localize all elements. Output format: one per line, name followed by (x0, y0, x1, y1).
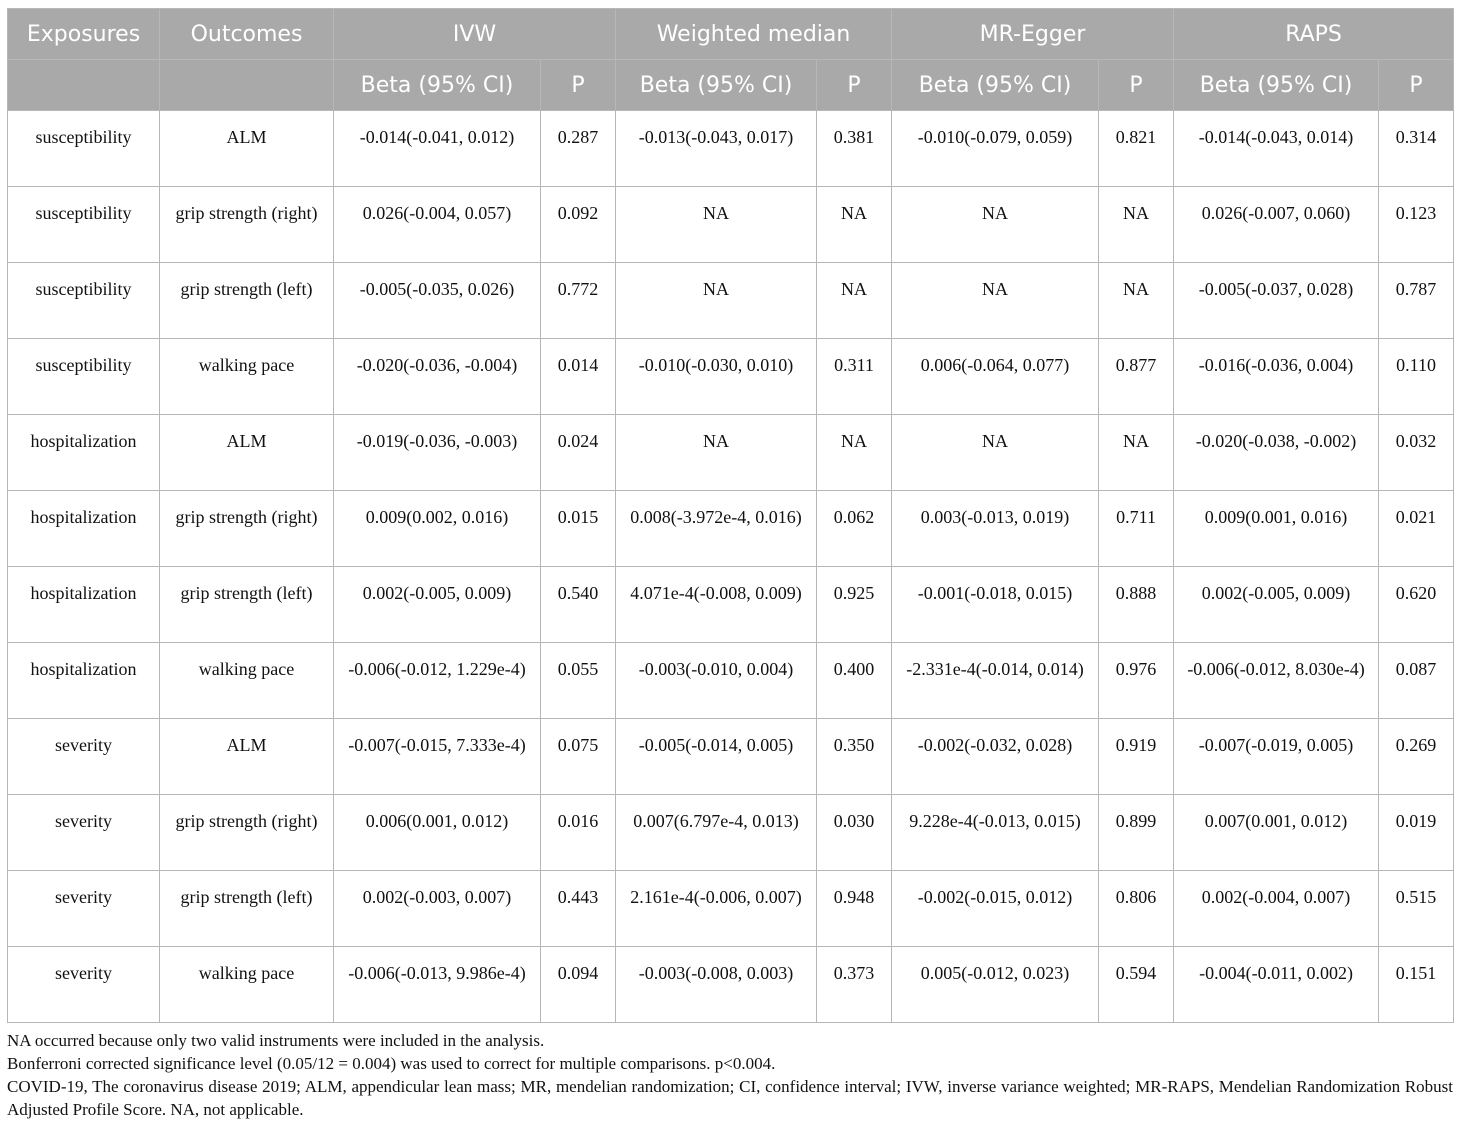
cell-wm-p: 0.311 (817, 339, 892, 415)
cell-wm-p: 0.062 (817, 491, 892, 567)
cell-wm-beta: NA (616, 263, 817, 339)
cell-wm-p: NA (817, 415, 892, 491)
cell-exposure: susceptibility (8, 263, 160, 339)
cell-ivw-beta: -0.007(-0.015, 7.333e-4) (334, 719, 541, 795)
cell-egger-p: 0.877 (1099, 339, 1174, 415)
cell-wm-beta: -0.013(-0.043, 0.017) (616, 111, 817, 187)
cell-egger-p: NA (1099, 187, 1174, 263)
cell-raps-beta: 0.002(-0.005, 0.009) (1174, 567, 1379, 643)
cell-raps-beta: -0.004(-0.011, 0.002) (1174, 947, 1379, 1023)
cell-egger-beta: 0.006(-0.064, 0.077) (892, 339, 1099, 415)
cell-outcome: grip strength (right) (160, 187, 334, 263)
header-mr-egger: MR-Egger (892, 9, 1174, 60)
cell-wm-beta: -0.010(-0.030, 0.010) (616, 339, 817, 415)
header-blank (160, 60, 334, 111)
cell-egger-beta: -0.010(-0.079, 0.059) (892, 111, 1099, 187)
cell-ivw-p: 0.287 (541, 111, 616, 187)
header-beta-ci: Beta (95% CI) (616, 60, 817, 111)
cell-raps-beta: -0.005(-0.037, 0.028) (1174, 263, 1379, 339)
cell-egger-beta: NA (892, 187, 1099, 263)
cell-raps-p: 0.151 (1379, 947, 1454, 1023)
cell-egger-p: 0.899 (1099, 795, 1174, 871)
cell-exposure: severity (8, 947, 160, 1023)
cell-wm-p: NA (817, 187, 892, 263)
cell-wm-p: NA (817, 263, 892, 339)
header-row-stats (8, 60, 1454, 111)
cell-exposure: severity (8, 871, 160, 947)
cell-outcome: walking pace (160, 947, 334, 1023)
cell-egger-p: 0.976 (1099, 643, 1174, 719)
cell-wm-p: 0.948 (817, 871, 892, 947)
cell-raps-beta: -0.006(-0.012, 8.030e-4) (1174, 643, 1379, 719)
table-row (8, 263, 1454, 339)
cell-wm-beta: 4.071e-4(-0.008, 0.009) (616, 567, 817, 643)
table-row (8, 111, 1454, 187)
cell-wm-beta: 2.161e-4(-0.006, 0.007) (616, 871, 817, 947)
table-row (8, 339, 1454, 415)
cell-raps-beta: 0.007(0.001, 0.012) (1174, 795, 1379, 871)
footnote-na: NA occurred because only two valid instruments were included in the analysis. (7, 1031, 545, 1050)
cell-raps-p: 0.087 (1379, 643, 1454, 719)
cell-raps-beta: 0.002(-0.004, 0.007) (1174, 871, 1379, 947)
cell-raps-p: 0.314 (1379, 111, 1454, 187)
cell-raps-p: 0.019 (1379, 795, 1454, 871)
table-row (8, 491, 1454, 567)
table-row (8, 567, 1454, 643)
cell-ivw-p: 0.016 (541, 795, 616, 871)
cell-egger-beta: -0.002(-0.032, 0.028) (892, 719, 1099, 795)
table-body (8, 111, 1454, 1023)
cell-egger-p: NA (1099, 263, 1174, 339)
cell-ivw-beta: 0.026(-0.004, 0.057) (334, 187, 541, 263)
cell-outcome: grip strength (left) (160, 871, 334, 947)
header-p: P (541, 60, 616, 111)
cell-outcome: ALM (160, 111, 334, 187)
table-row (8, 947, 1454, 1023)
cell-outcome: walking pace (160, 643, 334, 719)
cell-outcome: grip strength (right) (160, 491, 334, 567)
cell-wm-p: 0.400 (817, 643, 892, 719)
cell-egger-beta: -0.001(-0.018, 0.015) (892, 567, 1099, 643)
cell-raps-p: 0.123 (1379, 187, 1454, 263)
cell-egger-p: 0.594 (1099, 947, 1174, 1023)
header-blank (8, 60, 160, 111)
cell-ivw-p: 0.024 (541, 415, 616, 491)
header-row-methods (8, 9, 1454, 60)
cell-egger-beta: 0.005(-0.012, 0.023) (892, 947, 1099, 1023)
cell-ivw-beta: 0.009(0.002, 0.016) (334, 491, 541, 567)
cell-raps-beta: -0.007(-0.019, 0.005) (1174, 719, 1379, 795)
cell-exposure: hospitalization (8, 491, 160, 567)
cell-ivw-p: 0.443 (541, 871, 616, 947)
cell-exposure: severity (8, 795, 160, 871)
cell-outcome: ALM (160, 415, 334, 491)
cell-ivw-p: 0.075 (541, 719, 616, 795)
cell-exposure: hospitalization (8, 567, 160, 643)
cell-exposure: hospitalization (8, 415, 160, 491)
table-row (8, 871, 1454, 947)
header-p: P (1099, 60, 1174, 111)
header-outcomes: Outcomes (160, 9, 334, 60)
cell-wm-beta: 0.008(-3.972e-4, 0.016) (616, 491, 817, 567)
cell-wm-beta: -0.003(-0.010, 0.004) (616, 643, 817, 719)
header-ivw: IVW (334, 9, 616, 60)
header-p: P (1379, 60, 1454, 111)
table-footnotes (7, 1029, 1453, 1121)
cell-egger-beta: NA (892, 415, 1099, 491)
cell-wm-p: 0.373 (817, 947, 892, 1023)
cell-wm-beta: NA (616, 415, 817, 491)
cell-wm-beta: 0.007(6.797e-4, 0.013) (616, 795, 817, 871)
cell-egger-beta: -0.002(-0.015, 0.012) (892, 871, 1099, 947)
cell-wm-p: 0.925 (817, 567, 892, 643)
cell-outcome: grip strength (left) (160, 263, 334, 339)
cell-wm-beta: -0.005(-0.014, 0.005) (616, 719, 817, 795)
cell-ivw-beta: -0.020(-0.036, -0.004) (334, 339, 541, 415)
cell-exposure: susceptibility (8, 339, 160, 415)
cell-ivw-p: 0.540 (541, 567, 616, 643)
table-row (8, 795, 1454, 871)
cell-exposure: hospitalization (8, 643, 160, 719)
cell-ivw-beta: -0.006(-0.013, 9.986e-4) (334, 947, 541, 1023)
table-row (8, 187, 1454, 263)
cell-raps-beta: -0.016(-0.036, 0.004) (1174, 339, 1379, 415)
results-table-container (7, 8, 1453, 1121)
cell-ivw-p: 0.015 (541, 491, 616, 567)
cell-outcome: walking pace (160, 339, 334, 415)
cell-ivw-beta: -0.014(-0.041, 0.012) (334, 111, 541, 187)
cell-exposure: severity (8, 719, 160, 795)
cell-wm-beta: -0.003(-0.008, 0.003) (616, 947, 817, 1023)
cell-raps-p: 0.515 (1379, 871, 1454, 947)
cell-egger-beta: -2.331e-4(-0.014, 0.014) (892, 643, 1099, 719)
header-p: P (817, 60, 892, 111)
cell-raps-p: 0.032 (1379, 415, 1454, 491)
header-weighted-median: Weighted median (616, 9, 892, 60)
table-row (8, 719, 1454, 795)
cell-ivw-beta: 0.002(-0.003, 0.007) (334, 871, 541, 947)
header-exposures: Exposures (8, 9, 160, 60)
cell-egger-p: 0.919 (1099, 719, 1174, 795)
cell-egger-p: 0.888 (1099, 567, 1174, 643)
cell-raps-p: 0.620 (1379, 567, 1454, 643)
cell-raps-beta: -0.014(-0.043, 0.014) (1174, 111, 1379, 187)
cell-outcome: grip strength (right) (160, 795, 334, 871)
footnote-bonferroni: Bonferroni corrected significance level (0.05/12 = 0.004) was used to correct for multiple comparisons. p<0.004. (7, 1054, 776, 1073)
header-beta-ci: Beta (95% CI) (334, 60, 541, 111)
cell-ivw-beta: 0.002(-0.005, 0.009) (334, 567, 541, 643)
cell-ivw-p: 0.094 (541, 947, 616, 1023)
cell-ivw-p: 0.772 (541, 263, 616, 339)
cell-ivw-beta: -0.019(-0.036, -0.003) (334, 415, 541, 491)
cell-raps-p: 0.787 (1379, 263, 1454, 339)
cell-ivw-beta: -0.005(-0.035, 0.026) (334, 263, 541, 339)
cell-raps-p: 0.269 (1379, 719, 1454, 795)
cell-raps-beta: 0.026(-0.007, 0.060) (1174, 187, 1379, 263)
cell-wm-p: 0.030 (817, 795, 892, 871)
table-row (8, 643, 1454, 719)
cell-outcome: grip strength (left) (160, 567, 334, 643)
cell-raps-p: 0.021 (1379, 491, 1454, 567)
cell-exposure: susceptibility (8, 111, 160, 187)
cell-egger-beta: NA (892, 263, 1099, 339)
mr-results-table (7, 8, 1454, 1023)
table-header (8, 9, 1454, 111)
cell-egger-p: 0.711 (1099, 491, 1174, 567)
cell-egger-beta: 0.003(-0.013, 0.019) (892, 491, 1099, 567)
cell-ivw-beta: 0.006(0.001, 0.012) (334, 795, 541, 871)
cell-ivw-beta: -0.006(-0.012, 1.229e-4) (334, 643, 541, 719)
cell-ivw-p: 0.092 (541, 187, 616, 263)
table-row (8, 415, 1454, 491)
cell-ivw-p: 0.055 (541, 643, 616, 719)
header-raps: RAPS (1174, 9, 1454, 60)
header-beta-ci: Beta (95% CI) (892, 60, 1099, 111)
cell-raps-beta: 0.009(0.001, 0.016) (1174, 491, 1379, 567)
cell-wm-p: 0.350 (817, 719, 892, 795)
cell-ivw-p: 0.014 (541, 339, 616, 415)
cell-egger-p: 0.806 (1099, 871, 1174, 947)
cell-raps-beta: -0.020(-0.038, -0.002) (1174, 415, 1379, 491)
cell-outcome: ALM (160, 719, 334, 795)
cell-egger-p: NA (1099, 415, 1174, 491)
cell-exposure: susceptibility (8, 187, 160, 263)
cell-wm-beta: NA (616, 187, 817, 263)
cell-wm-p: 0.381 (817, 111, 892, 187)
header-beta-ci: Beta (95% CI) (1174, 60, 1379, 111)
cell-egger-p: 0.821 (1099, 111, 1174, 187)
footnote-abbreviations: COVID-19, The coronavirus disease 2019; ALM, appendicular lean mass; MR, mendelian randomization; CI, confidence interval; IVW, inverse variance weighted; MR-RAPS, Mendelian Randomization Robust Adjusted Profile Score. NA, not applicable. (7, 1077, 1453, 1119)
cell-egger-beta: 9.228e-4(-0.013, 0.015) (892, 795, 1099, 871)
cell-raps-p: 0.110 (1379, 339, 1454, 415)
